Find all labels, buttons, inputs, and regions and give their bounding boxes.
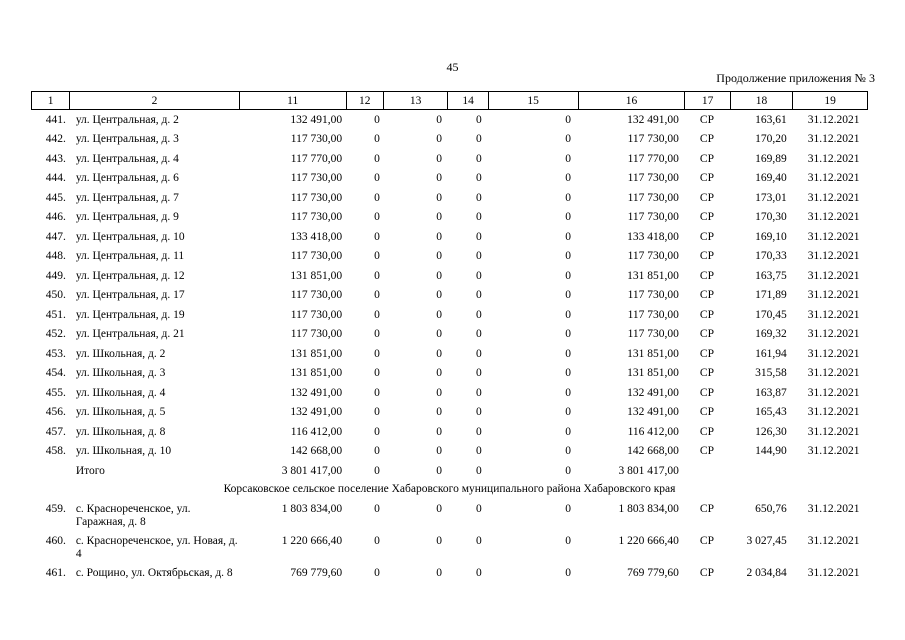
cell-c12: 0 (374, 347, 380, 360)
total-col-16: 3 801 417,00 (618, 464, 679, 477)
section-title: Корсаковское сельское поселение Хабаровского муниципального района Хабаровского края (223, 483, 676, 495)
row-number: 443. (45, 152, 66, 165)
cell-c17: СР (699, 152, 714, 165)
cell-c17: СР (699, 191, 714, 204)
cell-c15: 0 (565, 250, 572, 262)
page-number: 45 (446, 60, 459, 74)
cell-c11: 133 418,00 (290, 230, 343, 243)
cell-c11: 117 730,00 (290, 289, 343, 301)
cell-c15: 0 (565, 269, 572, 282)
cell-c14: 0 (475, 406, 482, 418)
data-table (31, 91, 868, 595)
cell-c11: 116 412,00 (290, 425, 343, 438)
cell-c18: 161,94 (755, 347, 787, 360)
cell-c15: 0 (565, 133, 572, 145)
address-cell: ул. Школьная, д. 8 (75, 425, 166, 438)
column-header: 17 (685, 92, 730, 110)
cell-c15: 0 (565, 328, 572, 340)
cell-c11: 117 730,00 (290, 211, 343, 223)
cell-c14: 0 (475, 328, 482, 340)
cell-c16: 132 491,00 (627, 114, 679, 126)
column-header: 13 (383, 92, 448, 110)
total-col-11: 3 801 417,00 (281, 464, 343, 477)
cell-c19: 31.12.2021 (807, 367, 860, 379)
row-number: 461. (45, 567, 66, 579)
cell-c18: 170,45 (755, 308, 787, 321)
cell-c11: 132 491,00 (290, 114, 343, 126)
cell-c18: 144,90 (755, 445, 787, 457)
table-row (32, 149, 868, 169)
cell-c12: 0 (374, 503, 380, 515)
cell-c19: 31.12.2021 (807, 269, 860, 282)
cell-c17: СР (699, 133, 714, 145)
column-header: 2 (70, 92, 239, 110)
cell-c13: 0 (436, 425, 442, 438)
address-cell: ул. Школьная, д. 2 (75, 347, 166, 360)
cell-c18: 3 027,45 (746, 535, 787, 547)
cell-c11: 769 779,60 (290, 567, 343, 579)
cell-c13: 0 (436, 133, 442, 145)
total-label: Итого (75, 464, 105, 477)
row-number: 455. (45, 386, 66, 399)
cell-c13: 0 (436, 172, 442, 184)
row-number: 456. (45, 406, 66, 418)
cell-c18: 170,20 (755, 133, 787, 145)
cell-c19: 31.12.2021 (807, 250, 860, 262)
cell-c19: 31.12.2021 (807, 503, 860, 515)
cell-c18: 170,30 (755, 211, 787, 223)
cell-c14: 0 (475, 289, 482, 301)
cell-c15: 0 (565, 289, 572, 301)
cell-c15: 0 (565, 535, 572, 547)
cell-c16: 132 491,00 (627, 386, 679, 399)
cell-c13: 0 (436, 535, 442, 547)
cell-c18: 171,89 (755, 289, 787, 301)
row-number: 452. (45, 328, 66, 340)
cell-c11: 117 770,00 (290, 152, 343, 165)
cell-c12: 0 (374, 133, 380, 145)
row-number: 449. (45, 269, 66, 282)
cell-c18: 169,32 (755, 328, 787, 340)
cell-c16: 117 730,00 (627, 191, 679, 204)
cell-c13: 0 (436, 308, 442, 321)
cell-c13: 0 (436, 114, 442, 126)
column-header: 15 (488, 92, 578, 110)
cell-c15: 0 (565, 211, 572, 223)
row-number: 454. (45, 367, 66, 379)
cell-c16: 117 730,00 (627, 289, 679, 301)
cell-c17: СР (699, 114, 714, 126)
cell-c14: 0 (475, 133, 482, 145)
cell-c16: 769 779,60 (627, 567, 679, 579)
cell-c13: 0 (436, 211, 442, 223)
cell-c19: 31.12.2021 (807, 211, 860, 223)
cell-c19: 31.12.2021 (807, 445, 860, 457)
address-cell: ул. Центральная, д. 2 (75, 114, 179, 126)
table-row (32, 531, 868, 563)
table-row (32, 563, 868, 595)
cell-c17: СР (699, 308, 714, 321)
cell-c19: 31.12.2021 (807, 230, 860, 243)
cell-c15: 0 (565, 386, 572, 399)
table-row (32, 422, 868, 442)
cell-c18: 315,58 (755, 367, 787, 379)
table-row (32, 324, 868, 344)
cell-c13: 0 (436, 567, 442, 579)
cell-c19: 31.12.2021 (807, 425, 860, 438)
cell-c11: 117 730,00 (290, 308, 343, 321)
cell-c19: 31.12.2021 (807, 347, 860, 360)
table-row (32, 363, 868, 383)
cell-c17: СР (699, 230, 714, 243)
cell-c16: 131 851,00 (627, 269, 679, 282)
cell-c13: 0 (436, 367, 442, 379)
cell-c17: СР (699, 567, 714, 579)
cell-c11: 117 730,00 (290, 191, 343, 204)
cell-c12: 0 (374, 406, 380, 418)
cell-c15: 0 (565, 230, 572, 243)
cell-c13: 0 (436, 406, 442, 418)
cell-c14: 0 (475, 503, 482, 515)
row-number: 460. (45, 535, 66, 547)
table-row (32, 188, 868, 208)
address-cell: ул. Центральная, д. 10 (75, 230, 185, 243)
cell-c12: 0 (374, 289, 380, 301)
address-cell: ул. Школьная, д. 3 (75, 367, 166, 379)
cell-c17: СР (699, 445, 714, 457)
cell-c15: 0 (565, 425, 572, 438)
cell-c11: 117 730,00 (290, 328, 343, 340)
cell-c14: 0 (475, 230, 482, 243)
cell-c19: 31.12.2021 (807, 152, 860, 165)
cell-c15: 0 (565, 114, 572, 126)
cell-c19: 31.12.2021 (807, 114, 860, 126)
cell-c18: 173,01 (755, 191, 787, 204)
cell-c12: 0 (374, 152, 380, 165)
cell-c14: 0 (475, 567, 482, 579)
cell-c13: 0 (436, 269, 442, 282)
cell-c11: 131 851,00 (290, 269, 343, 282)
cell-c12: 0 (374, 250, 380, 262)
cell-c16: 117 770,00 (627, 152, 679, 165)
cell-c12: 0 (374, 535, 380, 547)
cell-c13: 0 (436, 328, 442, 340)
cell-c16: 133 418,00 (627, 230, 679, 243)
address-cell: с. Рощино, ул. Октябрьская, д. 8 (75, 567, 233, 579)
table-row (32, 441, 868, 461)
cell-c13: 0 (436, 230, 442, 243)
cell-c12: 0 (374, 172, 380, 184)
column-header: 14 (448, 92, 488, 110)
cell-c16: 131 851,00 (627, 367, 679, 379)
cell-c19: 31.12.2021 (807, 289, 860, 301)
cell-c17: СР (699, 172, 714, 184)
cell-c18: 165,43 (755, 406, 787, 418)
cell-c16: 142 668,00 (627, 445, 679, 457)
cell-c14: 0 (475, 172, 482, 184)
cell-c19: 31.12.2021 (807, 386, 860, 399)
cell-c14: 0 (475, 269, 482, 282)
cell-c14: 0 (475, 114, 482, 126)
cell-c11: 132 491,00 (290, 386, 343, 399)
cell-c13: 0 (436, 386, 442, 399)
cell-c15: 0 (565, 445, 572, 457)
cell-c12: 0 (374, 328, 380, 340)
cell-c17: СР (699, 406, 714, 418)
cell-c12: 0 (374, 269, 380, 282)
cell-c18: 169,40 (755, 172, 787, 184)
cell-c11: 117 730,00 (290, 172, 343, 184)
cell-c17: СР (699, 367, 714, 379)
header-row (32, 92, 868, 110)
column-header: 18 (730, 92, 793, 110)
cell-c16: 1 220 666,40 (618, 535, 679, 547)
cell-c11: 132 491,00 (290, 406, 343, 418)
cell-c11: 1 220 666,40 (281, 535, 343, 547)
cell-c16: 117 730,00 (627, 328, 679, 340)
cell-c16: 117 730,00 (627, 250, 679, 262)
table-row (32, 402, 868, 422)
table-row (32, 129, 868, 149)
cell-c13: 0 (436, 289, 442, 301)
address-cell: ул. Центральная, д. 21 (75, 328, 185, 340)
table-row (32, 383, 868, 403)
cell-c12: 0 (374, 230, 380, 243)
address-cell: с. Краснореченское, ул. Новая, д. 4 (75, 535, 238, 560)
cell-c14: 0 (475, 535, 482, 547)
table-row (32, 344, 868, 364)
cell-c18: 2 034,84 (746, 567, 787, 579)
cell-c14: 0 (475, 347, 482, 360)
address-cell: ул. Центральная, д. 19 (75, 308, 185, 321)
cell-c16: 117 730,00 (627, 308, 679, 321)
table-row (32, 285, 868, 305)
row-number: 445. (45, 191, 66, 204)
address-cell: ул. Центральная, д. 17 (75, 289, 185, 301)
row-number: 453. (45, 347, 66, 360)
cell-c19: 31.12.2021 (807, 191, 860, 204)
cell-c16: 131 851,00 (627, 347, 679, 360)
cell-c17: СР (699, 347, 714, 360)
cell-c19: 31.12.2021 (807, 567, 860, 579)
cell-c17: СР (699, 269, 714, 282)
cell-c12: 0 (374, 308, 380, 321)
cell-c16: 132 491,00 (627, 406, 679, 418)
total-col-13: 0 (436, 464, 442, 477)
column-header: 19 (793, 92, 868, 110)
address-cell: ул. Центральная, д. 9 (75, 211, 179, 223)
cell-c12: 0 (374, 211, 380, 223)
cell-c19: 31.12.2021 (807, 328, 860, 340)
cell-c15: 0 (565, 567, 572, 579)
cell-c14: 0 (475, 425, 482, 438)
table-row (32, 246, 868, 266)
cell-c15: 0 (565, 367, 572, 379)
cell-c13: 0 (436, 250, 442, 262)
cell-c11: 131 851,00 (290, 347, 343, 360)
cell-c15: 0 (565, 347, 572, 360)
total-row (32, 461, 868, 481)
cell-c12: 0 (374, 445, 380, 457)
cell-c19: 31.12.2021 (807, 308, 860, 321)
row-number: 459. (45, 503, 66, 515)
table-row (32, 305, 868, 325)
cell-c12: 0 (374, 425, 380, 438)
cell-c19: 31.12.2021 (807, 133, 860, 145)
cell-c15: 0 (565, 308, 572, 321)
address-cell: с. Краснореченское, ул. Гаражная, д. 8 (75, 503, 191, 528)
cell-c14: 0 (475, 211, 482, 223)
address-cell: ул. Школьная, д. 4 (75, 386, 166, 399)
row-number: 450. (45, 289, 66, 301)
cell-c18: 163,87 (755, 386, 787, 399)
cell-c13: 0 (436, 347, 442, 360)
cell-c17: СР (699, 386, 714, 399)
table-row (32, 266, 868, 286)
address-cell: ул. Центральная, д. 4 (75, 152, 179, 165)
continuation-note: Продолжение приложения № 3 (716, 71, 875, 85)
row-number: 441. (45, 114, 66, 126)
cell-c14: 0 (475, 445, 482, 457)
table-row (32, 207, 868, 227)
address-cell: ул. Центральная, д. 11 (75, 250, 185, 262)
row-number: 457. (45, 425, 66, 438)
row-number: 447. (45, 230, 66, 243)
cell-c17: СР (699, 250, 714, 262)
cell-c12: 0 (374, 567, 380, 579)
row-number: 444. (45, 172, 66, 184)
cell-c15: 0 (565, 172, 572, 184)
cell-c17: СР (699, 535, 714, 547)
cell-c16: 117 730,00 (627, 133, 679, 145)
cell-c14: 0 (475, 367, 482, 379)
cell-c18: 650,76 (755, 503, 787, 515)
cell-c14: 0 (475, 386, 482, 399)
cell-c17: СР (699, 328, 714, 340)
row-number: 442. (45, 133, 66, 145)
address-cell: ул. Центральная, д. 7 (75, 191, 179, 204)
address-cell: ул. Школьная, д. 5 (75, 406, 166, 418)
cell-c13: 0 (436, 445, 442, 457)
cell-c12: 0 (374, 367, 380, 379)
total-col-12: 0 (374, 464, 380, 477)
address-cell: ул. Центральная, д. 6 (75, 172, 179, 184)
row-number: 458. (45, 445, 66, 457)
column-header: 12 (346, 92, 383, 110)
cell-c18: 169,10 (755, 230, 787, 243)
cell-c11: 131 851,00 (290, 367, 343, 379)
total-number-cell (32, 461, 70, 481)
cell-c11: 142 668,00 (290, 445, 343, 457)
cell-c19: 31.12.2021 (807, 535, 860, 547)
cell-c13: 0 (436, 503, 442, 515)
cell-c19: 31.12.2021 (807, 406, 860, 418)
cell-c13: 0 (436, 191, 442, 204)
cell-c16: 117 730,00 (627, 211, 679, 223)
cell-c17: СР (699, 425, 714, 438)
cell-c13: 0 (436, 152, 442, 165)
address-cell: ул. Центральная, д. 3 (75, 133, 179, 145)
row-number: 446. (45, 211, 66, 223)
cell-c18: 169,89 (755, 152, 787, 165)
cell-c14: 0 (475, 250, 482, 262)
table-row (32, 227, 868, 247)
row-number: 451. (45, 308, 66, 321)
cell-c14: 0 (475, 191, 482, 204)
cell-c18: 170,33 (755, 250, 787, 262)
cell-c17: СР (699, 289, 714, 301)
cell-c14: 0 (475, 308, 482, 321)
cell-c15: 0 (565, 503, 572, 515)
cell-c15: 0 (565, 152, 572, 165)
table-row (32, 110, 868, 130)
column-header: 16 (578, 92, 685, 110)
row-number: 448. (45, 250, 66, 262)
column-header: 1 (32, 92, 70, 110)
cell-c11: 117 730,00 (290, 133, 343, 145)
cell-c15: 0 (565, 191, 572, 204)
cell-c16: 116 412,00 (627, 425, 679, 438)
cell-c16: 117 730,00 (627, 172, 679, 184)
cell-c16: 1 803 834,00 (618, 503, 679, 515)
total-col-15: 0 (565, 464, 572, 477)
table-row (32, 499, 868, 531)
cell-c12: 0 (374, 114, 380, 126)
cell-c11: 1 803 834,00 (281, 503, 343, 515)
cell-c14: 0 (475, 152, 482, 165)
cell-c19: 31.12.2021 (807, 172, 860, 184)
cell-c18: 163,61 (755, 114, 787, 126)
column-header: 11 (239, 92, 346, 110)
table-row (32, 168, 868, 188)
cell-c12: 0 (374, 386, 380, 399)
section-row (32, 480, 868, 499)
cell-c18: 126,30 (755, 425, 787, 438)
cell-c11: 117 730,00 (290, 250, 343, 262)
cell-c15: 0 (565, 406, 572, 418)
address-cell: ул. Центральная, д. 12 (75, 269, 185, 282)
address-cell: ул. Школьная, д. 10 (75, 445, 172, 457)
total-col-14: 0 (475, 464, 482, 477)
cell-c17: СР (699, 211, 714, 223)
cell-c12: 0 (374, 191, 380, 204)
cell-c17: СР (699, 503, 714, 515)
cell-c18: 163,75 (755, 269, 787, 282)
